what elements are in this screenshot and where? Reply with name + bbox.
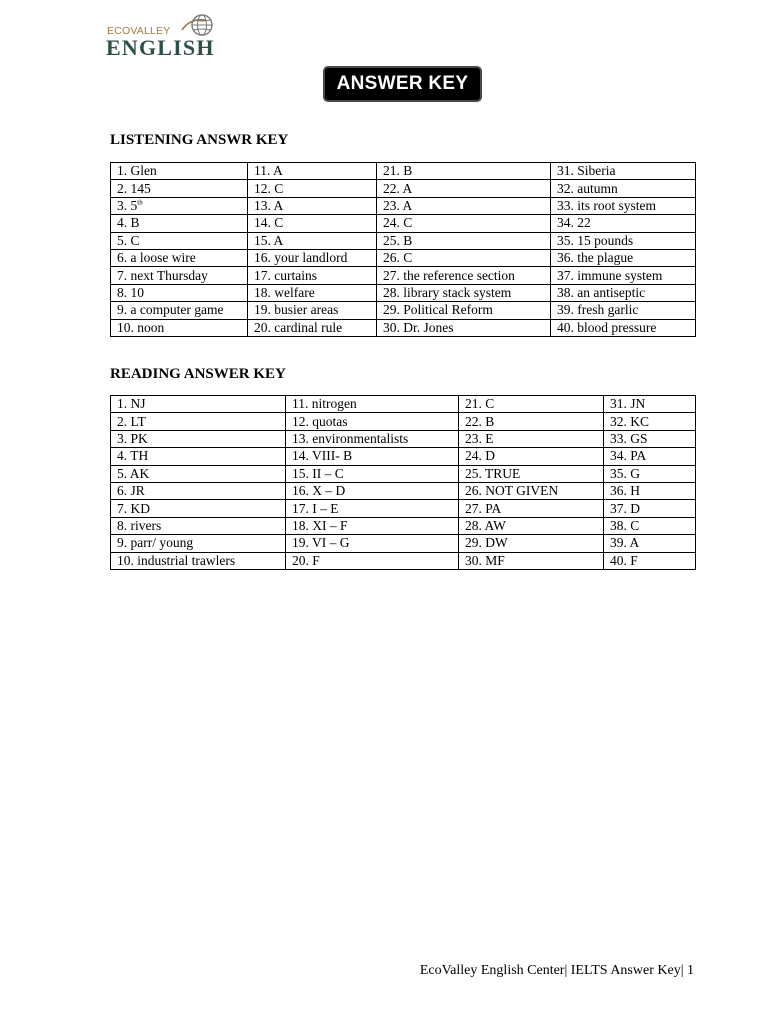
listening-answer-cell: 26. C <box>377 249 551 266</box>
reading-answer-cell: 5. AK <box>111 465 286 482</box>
reading-answer-cell: 21. C <box>459 396 604 413</box>
logo-small-text: ECOVALLEY <box>107 25 171 37</box>
reading-answer-cell: 31. JN <box>604 396 696 413</box>
listening-answer-cell: 20. cardinal rule <box>248 319 377 336</box>
listening-answer-cell: 27. the reference section <box>377 267 551 284</box>
listening-answer-cell: 15. A <box>248 232 377 249</box>
reading-answer-cell: 15. II – C <box>286 465 459 482</box>
listening-answer-cell: 21. B <box>377 163 551 180</box>
reading-answer-cell: 7. KD <box>111 500 286 517</box>
listening-answer-cell: 11. A <box>248 163 377 180</box>
reading-answer-cell: 29. DW <box>459 535 604 552</box>
listening-answer-cell: 22. A <box>377 180 551 197</box>
listening-answer-cell: 14. C <box>248 215 377 232</box>
reading-answer-cell: 25. TRUE <box>459 465 604 482</box>
listening-answer-cell: 38. an antiseptic <box>551 284 696 301</box>
listening-answer-cell: 24. C <box>377 215 551 232</box>
reading-answer-cell: 39. A <box>604 535 696 552</box>
listening-answer-cell: 36. the plague <box>551 249 696 266</box>
listening-answer-table <box>110 162 696 337</box>
listening-answer-cell: 12. C <box>248 180 377 197</box>
reading-answer-cell: 26. NOT GIVEN <box>459 482 604 499</box>
reading-answer-cell: 40. F <box>604 552 696 569</box>
reading-answer-cell: 9. parr/ young <box>111 535 286 552</box>
table-row <box>111 517 696 534</box>
reading-answer-cell: 30. MF <box>459 552 604 569</box>
reading-answer-cell: 28. AW <box>459 517 604 534</box>
listening-answer-cell: 9. a computer game <box>111 302 248 319</box>
reading-answer-cell: 13. environmentalists <box>286 430 459 447</box>
listening-answer-cell: 29. Political Reform <box>377 302 551 319</box>
table-row <box>111 249 696 266</box>
listening-answer-cell: 33. its root system <box>551 197 696 214</box>
listening-answer-cell: 10. noon <box>111 319 248 336</box>
listening-answer-cell: 37. immune system <box>551 267 696 284</box>
listening-answer-cell: 7. next Thursday <box>111 267 248 284</box>
reading-answer-cell: 34. PA <box>604 448 696 465</box>
answer-key-title: ANSWER KEY <box>323 66 482 102</box>
listening-answer-cell: 31. Siberia <box>551 163 696 180</box>
listening-answer-cell: 23. A <box>377 197 551 214</box>
table-row <box>111 319 696 336</box>
listening-answer-cell: 40. blood pressure <box>551 319 696 336</box>
listening-answer-cell: 19. busier areas <box>248 302 377 319</box>
table-row <box>111 163 696 180</box>
listening-answer-cell: 8. 10 <box>111 284 248 301</box>
listening-answer-cell: 17. curtains <box>248 267 377 284</box>
table-row <box>111 267 696 284</box>
table-row <box>111 197 696 214</box>
listening-answer-cell: 4. B <box>111 215 248 232</box>
reading-answer-cell: 3. PK <box>111 430 286 447</box>
reading-answer-cell: 27. PA <box>459 500 604 517</box>
reading-answer-table <box>110 395 696 570</box>
table-row <box>111 482 696 499</box>
reading-answer-cell: 22. B <box>459 413 604 430</box>
reading-answer-cell: 6. JR <box>111 482 286 499</box>
listening-answer-cell: 5. C <box>111 232 248 249</box>
listening-answer-cell: 30. Dr. Jones <box>377 319 551 336</box>
ecovalley-logo <box>106 10 224 62</box>
reading-answer-cell: 10. industrial trawlers <box>111 552 286 569</box>
listening-answer-cell: 35. 15 pounds <box>551 232 696 249</box>
table-row <box>111 302 696 319</box>
table-row <box>111 413 696 430</box>
globe-icon <box>180 12 216 40</box>
listening-answer-cell: 3. 5th <box>111 197 248 214</box>
reading-answer-cell: 32. KC <box>604 413 696 430</box>
ordinal-superscript: th <box>137 198 143 207</box>
reading-answer-cell: 33. GS <box>604 430 696 447</box>
reading-answer-cell: 36. H <box>604 482 696 499</box>
reading-answer-cell: 20. F <box>286 552 459 569</box>
listening-heading: LISTENING ANSWR KEY <box>110 132 289 148</box>
reading-answer-cell: 35. G <box>604 465 696 482</box>
listening-answer-cell: 18. welfare <box>248 284 377 301</box>
table-row <box>111 430 696 447</box>
table-row <box>111 448 696 465</box>
reading-answer-cell: 12. quotas <box>286 413 459 430</box>
reading-answer-cell: 24. D <box>459 448 604 465</box>
reading-answer-cell: 1. NJ <box>111 396 286 413</box>
table-row <box>111 535 696 552</box>
listening-answer-cell: 28. library stack system <box>377 284 551 301</box>
reading-answer-cell: 16. X – D <box>286 482 459 499</box>
reading-heading: READING ANSWER KEY <box>110 366 286 382</box>
reading-answer-cell: 4. TH <box>111 448 286 465</box>
table-row <box>111 180 696 197</box>
table-row <box>111 284 696 301</box>
listening-answer-cell: 1. Glen <box>111 163 248 180</box>
table-row <box>111 232 696 249</box>
logo-big-text: ENGLISH <box>106 35 215 60</box>
reading-answer-cell: 18. XI – F <box>286 517 459 534</box>
listening-answer-cell: 39. fresh garlic <box>551 302 696 319</box>
reading-answer-cell: 19. VI – G <box>286 535 459 552</box>
table-row <box>111 500 696 517</box>
listening-answer-cell: 34. 22 <box>551 215 696 232</box>
reading-answer-cell: 2. LT <box>111 413 286 430</box>
reading-answer-cell: 17. I – E <box>286 500 459 517</box>
listening-answer-cell: 16. your landlord <box>248 249 377 266</box>
page-footer: EcoValley English Center| IELTS Answer Key| 1 <box>419 963 694 978</box>
reading-answer-cell: 38. C <box>604 517 696 534</box>
listening-answer-cell: 32. autumn <box>551 180 696 197</box>
listening-answer-cell: 13. A <box>248 197 377 214</box>
reading-answer-cell: 8. rivers <box>111 517 286 534</box>
table-row <box>111 396 696 413</box>
listening-answer-cell: 2. 145 <box>111 180 248 197</box>
reading-answer-cell: 37. D <box>604 500 696 517</box>
listening-answer-cell: 6. a loose wire <box>111 249 248 266</box>
table-row <box>111 552 696 569</box>
listening-answer-cell: 25. B <box>377 232 551 249</box>
reading-answer-cell: 14. VIII- B <box>286 448 459 465</box>
reading-answer-cell: 11. nitrogen <box>286 396 459 413</box>
reading-answer-cell: 23. E <box>459 430 604 447</box>
table-row <box>111 215 696 232</box>
table-row <box>111 465 696 482</box>
